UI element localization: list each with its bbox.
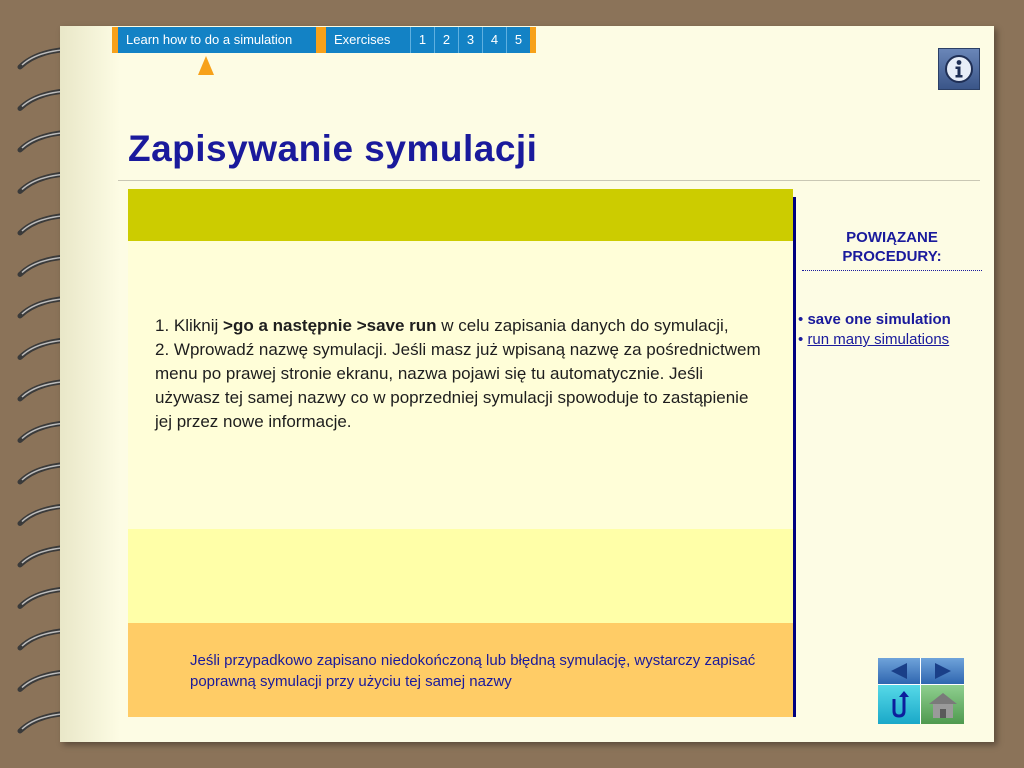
- step1-prefix: 1. Kliknij: [155, 316, 224, 335]
- bullet: •: [798, 311, 804, 328]
- bullet: •: [798, 331, 804, 348]
- step1-command: >go a następnie >save run: [223, 316, 437, 335]
- top-nav-learn: [112, 27, 322, 53]
- return-icon: [888, 691, 910, 719]
- related-item-run-many: [798, 330, 951, 350]
- note-text: Jeśli przypadkowo zapisano niedokończoną lub błędną symulację, wystarczy zapisać poprawną symulacji przy użyciu tej samej nazwy: [190, 652, 756, 690]
- exercise-page-2-button[interactable]: 2: [435, 27, 458, 53]
- forward-arrow-icon: [933, 662, 953, 680]
- sidebar-divider: [793, 197, 796, 717]
- nav-accent-right: [530, 27, 536, 53]
- spacer-band: [128, 529, 793, 623]
- related-procedures-heading: [802, 228, 982, 266]
- current-section-pointer: [198, 56, 214, 75]
- forward-button[interactable]: [921, 658, 964, 684]
- exercise-page-5-button[interactable]: 5: [507, 27, 530, 53]
- header-band: [128, 189, 793, 241]
- home-icon: [927, 690, 959, 720]
- title-divider: [118, 180, 980, 181]
- info-button[interactable]: [938, 48, 980, 90]
- back-arrow-icon: [889, 662, 909, 680]
- learn-simulation-button[interactable]: Learn how to do a simulation: [118, 27, 316, 53]
- info-icon: [944, 54, 974, 84]
- related-heading-line2: PROCEDURY:: [842, 248, 942, 265]
- related-item-save-one: [798, 310, 951, 330]
- instruction-step-2: 2. Wprowadź nazwę symulacji. Jeśli masz już wpisaną nazwę za pośrednictwem menu po prawej stronie ekranu, nazwa pojawi się tu automatycznie. Jeśli używasz tej samej nazwy co w poprzedniej symulacji spowoduje to zastąpienie jej przez nowe informacje.: [155, 340, 761, 431]
- page-title: Zapisywanie symulacji: [128, 128, 538, 169]
- related-item-label: save one simulation: [807, 311, 951, 328]
- return-button[interactable]: [878, 685, 920, 724]
- exercise-page-3-button[interactable]: 3: [459, 27, 482, 53]
- instructions-text: [155, 314, 765, 434]
- related-procedures-list: [798, 310, 951, 350]
- page-navigation: [878, 658, 964, 724]
- back-button[interactable]: [878, 658, 920, 684]
- related-divider: [802, 270, 982, 271]
- home-button[interactable]: [921, 685, 964, 724]
- run-many-simulations-link[interactable]: run many simulations: [807, 331, 950, 348]
- page-margin-shade: [60, 26, 120, 742]
- exercise-page-4-button[interactable]: 4: [483, 27, 506, 53]
- exercise-page-1-button[interactable]: 1: [411, 27, 434, 53]
- step1-suffix: w celu zapisania danych do symulacji,: [436, 316, 729, 335]
- top-nav-exercises: [320, 27, 536, 53]
- exercises-button[interactable]: Exercises: [326, 27, 410, 53]
- related-heading-line1: POWIĄZANE: [846, 229, 938, 246]
- instruction-step-1: [155, 314, 765, 338]
